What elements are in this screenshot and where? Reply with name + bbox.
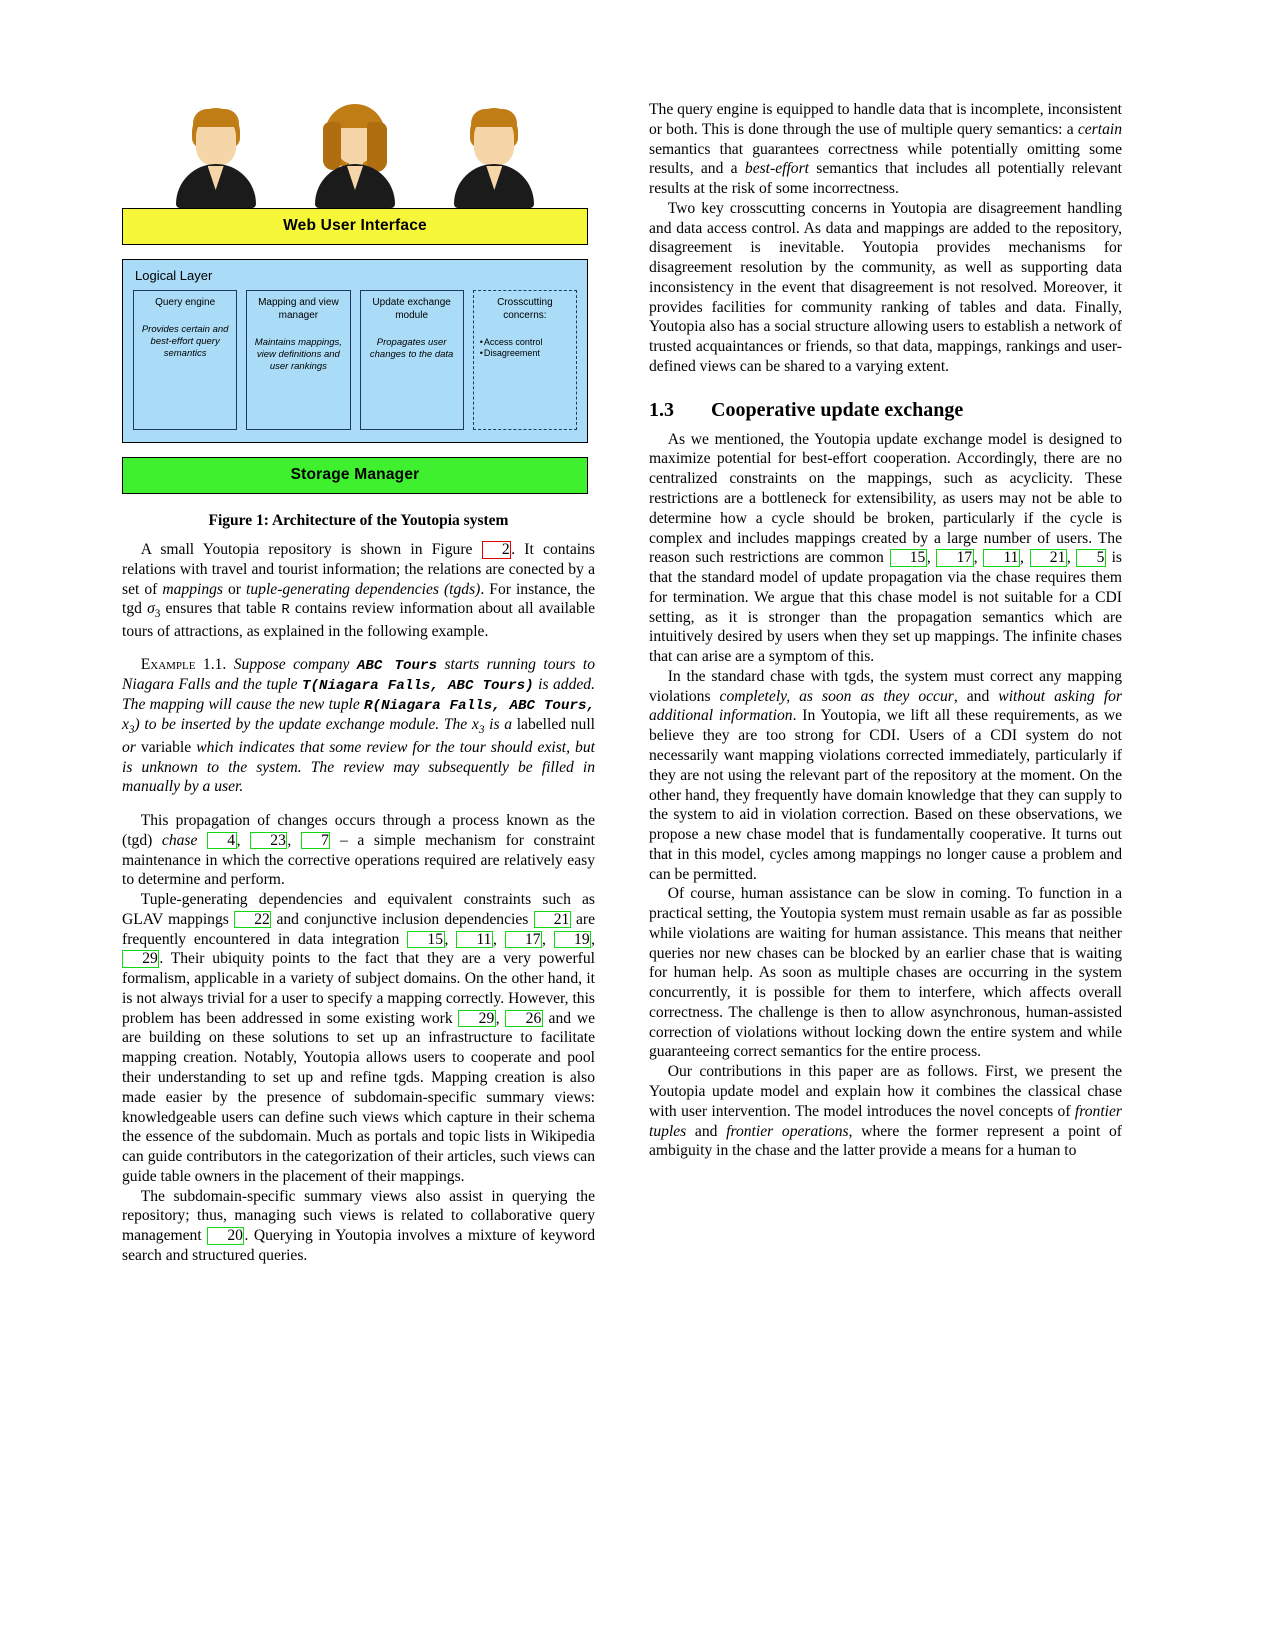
paragraph-example-1-1 bbox=[122, 655, 595, 797]
text: are frequently encountered in data integration bbox=[122, 910, 596, 948]
avatar bbox=[446, 104, 542, 208]
text: is a bbox=[484, 716, 517, 734]
citation-link[interactable]: 19 bbox=[554, 931, 591, 949]
text: is added. The mapping will cause the new tuple bbox=[122, 676, 595, 714]
text: . It contains relations with travel and tourist information; the relations are conected by a set of bbox=[122, 541, 595, 598]
citation-link[interactable]: 21 bbox=[534, 911, 571, 929]
emphasis-tgds: tuple-generating dependencies (tgds) bbox=[246, 580, 481, 598]
module-title: Query engine bbox=[155, 297, 216, 308]
citation-link[interactable]: 5 bbox=[1076, 549, 1106, 567]
relation-name-R: R bbox=[281, 602, 290, 619]
paragraph-summary-views bbox=[122, 1187, 595, 1266]
citation-link[interactable]: 7 bbox=[301, 832, 331, 850]
math-sigma-subscript: 3 bbox=[154, 608, 161, 621]
text: semantics that guarantees correctness while potentially omitting some results, and a bbox=[649, 140, 1122, 178]
citation-link[interactable]: 26 bbox=[505, 1010, 542, 1028]
citation-link-figure2[interactable]: 2 bbox=[482, 541, 512, 559]
web-user-interface-bar: Web User Interface bbox=[122, 208, 588, 245]
text: . Querying in Youtopia involves a mixture of keyword search and structured queries. bbox=[122, 1227, 595, 1264]
text bbox=[197, 832, 207, 849]
citation-link[interactable]: 15 bbox=[407, 931, 444, 949]
text: ) to be inserted by the update exchange module. The bbox=[134, 716, 472, 734]
paragraph-query-engine bbox=[649, 100, 1122, 199]
module-update-exchange bbox=[360, 290, 464, 430]
paragraph-standard-chase bbox=[649, 667, 1122, 884]
text: Our contributions in this paper are as follows. First, we present the Youtopia update model and explain how it combines the classical chase with user intervention. The model introduces the novel concepts of bbox=[649, 1063, 1122, 1120]
module-crosscutting-concerns bbox=[473, 290, 577, 430]
text: semantics that includes all potentially relevant results at the risk of some incorrectness. bbox=[649, 160, 1122, 198]
paragraph-contributions bbox=[649, 1062, 1122, 1161]
modules-row bbox=[133, 290, 577, 430]
text: – a simple mechanism for constraint maintenance in which the corrective operations required are relatively easy to determine and perform. bbox=[122, 831, 595, 889]
text: or bbox=[122, 738, 141, 756]
two-column-layout bbox=[122, 100, 1122, 1266]
citation-link[interactable]: 20 bbox=[207, 1227, 244, 1245]
module-bullet-list bbox=[477, 337, 573, 360]
paragraph-repository bbox=[122, 540, 595, 641]
citation-link[interactable]: 23 bbox=[250, 832, 287, 850]
text: and bbox=[686, 1122, 727, 1140]
text: Suppose company bbox=[233, 656, 357, 674]
module-title: Mapping and view manager bbox=[258, 297, 339, 321]
architecture-figure bbox=[122, 100, 588, 494]
text: , and bbox=[953, 687, 999, 705]
emphasis-best-effort: best-effort bbox=[744, 160, 809, 178]
figure-caption: Figure 1: Architecture of the Youtopia system bbox=[208, 512, 509, 529]
module-description: Provides certain and best-effort query semantics bbox=[141, 323, 229, 360]
module-description: Propagates user changes to the data bbox=[369, 336, 454, 360]
text: A small Youtopia repository is shown in Figure bbox=[140, 541, 482, 558]
storage-manager-bar: Storage Manager bbox=[122, 457, 588, 494]
avatar-hair-right bbox=[367, 122, 387, 172]
text: This propagation of changes occurs through a process known as the (tgd) bbox=[122, 812, 595, 849]
section-number: 1.3 bbox=[649, 398, 674, 421]
emphasis-frontier-tuples: frontier tuples bbox=[649, 1102, 1122, 1140]
emphasis-without-asking: without asking for additional information bbox=[649, 687, 1123, 725]
avatar-fringe bbox=[193, 109, 239, 127]
text: is that the standard model of update propagation via the chase requires them for termination. We argue that this chase model is not suitable for a CDI setting, as it is stronger than the propagation semantics which are intuitively desired by users when they set up mappings. The infinite chases that can arise are a symptom of this. bbox=[649, 549, 1123, 666]
text: . Their ubiquity points to the fact that they are a very powerful formalism, applicable in a variety of subject domains. On the other hand, it is not always trivial for a user to specify a mapping correctly. However, this problem has been addressed in some existing work bbox=[122, 950, 595, 1027]
citation-link[interactable]: 4 bbox=[207, 832, 237, 850]
text: or bbox=[223, 580, 247, 598]
term-labelled-null: labelled null bbox=[516, 716, 595, 734]
bullet-access-control: • Access control bbox=[480, 337, 573, 349]
section-heading-1-3 bbox=[649, 399, 1122, 422]
math-sigma: σ bbox=[147, 600, 155, 618]
section-title: Cooperative update exchange bbox=[711, 398, 964, 421]
left-column bbox=[122, 100, 595, 1266]
citation-link[interactable]: 11 bbox=[456, 931, 493, 949]
paragraph-chase: This propagation of changes occurs through a process known as the (tgd) chase 4, 23, 7 – a simple mechanism for constraint maintenance in which the corrective operations required are relatively easy to determine and perform. bbox=[122, 812, 595, 889]
emphasis-completely: completely, as soon as they occur bbox=[719, 687, 954, 705]
text: The subdomain-specific summary views also assist in querying the repository; thus, managing such views is related to collaborative query management bbox=[122, 1187, 595, 1245]
citation-link[interactable]: 11 bbox=[983, 549, 1020, 567]
module-mapping-view-manager bbox=[246, 290, 350, 430]
module-description: Maintains mappings, view definitions and user rankings bbox=[254, 336, 342, 372]
text: which indicates that some review for the tour should exist, but is unknown to the system. The review may subsequently be filled in manually by a user. bbox=[122, 738, 595, 796]
text: starts running tours to Niagara Falls and the tuple bbox=[122, 656, 596, 694]
citation-link[interactable]: 22 bbox=[234, 911, 271, 929]
math-x-subscript: 3 bbox=[128, 724, 135, 737]
tuple-T: T(Niagara Falls, ABC Tours) bbox=[302, 678, 534, 695]
term-variable: variable bbox=[140, 738, 192, 756]
text: contains review information about all available tours of attractions, as explained in the following example. bbox=[122, 600, 595, 640]
citation-link[interactable]: 29 bbox=[458, 1010, 495, 1028]
text: ensures that table bbox=[160, 600, 282, 618]
emphasis-certain: certain bbox=[1077, 120, 1122, 138]
avatar bbox=[307, 104, 403, 208]
text: , where the former represent a point of ambiguity in the chase and the latter provide a means for a human to bbox=[649, 1122, 1122, 1160]
user-avatars-group bbox=[122, 100, 588, 208]
emphasis-mappings: mappings bbox=[162, 580, 223, 598]
example-number: 1.1. bbox=[202, 656, 227, 674]
avatar-fringe bbox=[471, 109, 517, 127]
text: and conjunctive inclusion dependencies bbox=[271, 910, 534, 928]
citation-link[interactable]: 17 bbox=[505, 931, 542, 949]
module-query-engine bbox=[133, 290, 237, 430]
math-x: x bbox=[122, 716, 129, 734]
text: Tuple-generating dependencies and equivalent constraints such as GLAV mappings bbox=[122, 891, 595, 928]
citation-link[interactable]: 17 bbox=[936, 549, 973, 567]
avatar-hair-left bbox=[323, 122, 341, 170]
paragraph-crosscutting: Two key crosscutting concerns in Youtopia are disagreement handling and data access control. As data and mappings are added to the repository, disagreement is inevitable. Youtopia provides mechanisms for disagreement resolution by the community, as well as supporting data inconsistency in the event that disagreement is not resolved. Moreover, it provides facilities for community ranking of tables and data. Finally, Youtopia also has a social structure allowing users to establish a network of trusted acquaintances or friends, so that data, mappings, rankings and user-defined views can be shared to a varying extent. bbox=[649, 199, 1122, 375]
text: As we mentioned, the Youtopia update exchange model is designed to maximize potential for best-effort cooperation. Accordingly, there are no centralized constraints on the mappings, such as acyclicity. These restrictions are a bottleneck for extensibility, as users may not be able to determine how a cycle should be broken, particularly if the cycle is complex and includes mappings created by a large number of users. The reason such restrictions are common bbox=[649, 430, 1122, 567]
module-title: Crosscutting concerns: bbox=[497, 297, 553, 321]
math-x2: x bbox=[471, 716, 479, 734]
text: The query engine is equipped to handle data that is incomplete, inconsistent or both. This is done through the use of multiple query semantics: a bbox=[649, 101, 1122, 138]
citation-link[interactable]: 15 bbox=[890, 549, 927, 567]
text: . In Youtopia, we lift all these requirements, as we believe they are too strong for CDI. Users of a CDI system do not necessarily want mapping violations corrected immediately, particularly if they are not using the relevant part of the repository at the moment. On the other hand, they frequently have domain knowledge that they can supply to the system to aid in violation correction. Based on these observations, we propose a new chase model that is fundamentally cooperative. It turns out that in this model, cycles among mappings no longer cause a problem and can be permitted. bbox=[649, 707, 1123, 883]
example-label: Example bbox=[140, 656, 196, 674]
module-title: Update exchange module bbox=[372, 297, 451, 321]
paragraph-update-model: As we mentioned, the Youtopia update exchange model is designed to maximize potential for best-effort cooperation. Accordingly, there are no centralized constraints on the mappings, such as acyclicity. These restrictions are a bottleneck for extensibility, as users may not be able to determine how a cycle should be broken, particularly if the cycle is complex and includes mappings created by a large number of users. The reason such restrictions are common 15, 17, 11, 21, 5 is that the standard model of update propagation via the chase requires them for termination. We argue that this chase model is not suitable for a CDI setting, as it is stronger than the propagation semantics which are intuitively desired by users when they set up mappings. The infinite chases that can arise are a symptom of this. bbox=[649, 430, 1123, 666]
emphasis-chase: chase bbox=[161, 831, 198, 849]
text: In the standard chase with tgds, the system must correct any mapping violations bbox=[649, 667, 1122, 705]
tuple-abc-tours: ABC Tours bbox=[356, 658, 438, 675]
right-column bbox=[649, 100, 1122, 1266]
bullet-disagreement: • Disagreement bbox=[480, 348, 573, 360]
logical-layer-box bbox=[122, 259, 588, 443]
text: and we are building on these solutions to set up an infrastructure to facilitate mapping creation. Notably, Youtopia allows users to cooperate and pool their understanding to set up and refine tgds. Mapping creation is also made easier by the presence of subdomain-specific summary views: knowledgeable users can define such views which capture in their schema the essence of the subdomain. Much as portals and topic lists in Wikipedia can guide contributors in the categorization of their articles, such views can guide table owners in the placement of their mappings. bbox=[122, 1009, 595, 1185]
math-x2-subscript: 3 bbox=[478, 724, 485, 737]
tuple-R: R(Niagara Falls, ABC Tours, bbox=[364, 698, 596, 715]
logical-layer-title: Logical Layer bbox=[135, 268, 213, 283]
paragraph-tgd: Tuple-generating dependencies and equivalent constraints such as GLAV mappings 22 and conjunctive inclusion dependencies 21 are frequently encountered in data integration 15, 11, 17, 19, 29. Their ubiquity points to the fact that they are a very powerful formalism, applicable in a variety of subject domains. On the other hand, it is not always trivial for a user to specify a mapping correctly. However, this problem has been addressed in some existing work 29, 26 and we are building on these solutions to set up an infrastructure to facilitate mapping creation. Notably, Youtopia allows users to cooperate and pool their understanding to set up and refine tgds. Mapping creation is also made easier by the presence of subdomain-specific summary views: knowledgeable users can define such views which capture in their schema the essence of the subdomain. Much as portals and topic lists in Wikipedia can guide contributors in the categorization of their articles, such views can guide table owners in the placement of their mappings. bbox=[122, 891, 596, 1185]
citation-link[interactable]: 21 bbox=[1030, 549, 1067, 567]
avatar bbox=[168, 104, 264, 208]
emphasis-frontier-operations: frontier operations bbox=[726, 1122, 849, 1140]
citation-link[interactable]: 29 bbox=[122, 950, 159, 968]
text: . For instance, the tgd bbox=[122, 580, 596, 618]
paragraph-human-assistance: Of course, human assistance can be slow in coming. To function in a practical setting, the Youtopia system must remain usable as far as possible while violations are waiting for human assistance. This means that neither queries nor new chases can be blocked by an earlier chase that is waiting for human help. As soon as multiple chases are occurring in the system concurrently, it is possible for them to interfere, which affects overall correctness. The challenge is then to allow asynchronous, human-assisted correction of violations without locking down the entire system and while guaranteeing correct semantics for the entire process. bbox=[649, 885, 1122, 1061]
